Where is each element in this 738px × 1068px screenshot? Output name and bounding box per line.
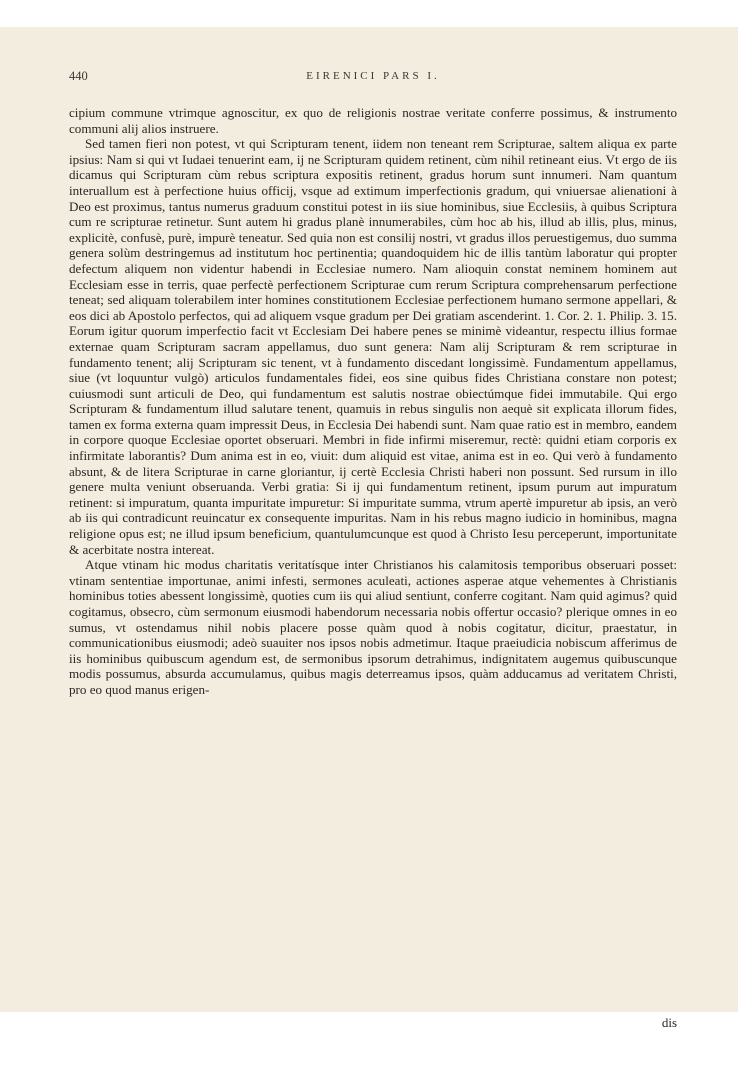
page-number: 440 bbox=[69, 69, 88, 83]
paragraph: Sed tamen fieri non potest, vt qui Scripturam tenent, iidem non teneant rem Scripturae, saltem aliqua ex parte ipsius: Nam si qui vt Iudaei tenuerint eam, ij ne Scripturam quidem retinent, cùm nihil retineant eius. Vt ergo de iis dicamus qui Scripturam cùm rebus scriptura expositis retinent, gradus horum sunt innumeri. Nam quantum interuallum est à perfectione huius officij, vsque ad extimum imperfectionis gradum, qui vniuersae alienationi à Deo est proximus, tantus numerus graduum constitui potest in iis siue hominibus, siue Ecclesiis, à quibus Scriptura cum re scripturae retinetur. Sunt autem hi gradus planè innumerabiles, cùm hoc ab his, illud ab illis, plus, minus, explicitè, confusè, purè, impurè teneatur. Sed quia non est consilij nostri, vt gradus illos peruestigemus, duo summa genera solùm destringemus ad institutum hoc pertinentia; quandoquidem hic de illis tantùm laboratur qui propter defectum aliquem non videntur habendi in Ecclesiae numero. Nam alioquin constat neminem hominem aut Ecclesiam esse in terris, quae perfectè perfectionem Scripturae cum rerum Scriptura comprehensarum perfectione teneat; sed aliquam tolerabilem inter homines constitutionem Ecclesiae perfectionem humano sermone appellari, & eos dici ab Apostolo perfectos, qui ad aliquem vsque gradum per Dei gratiam ascenderint. 1. Cor. 2. 1. Philip. 3. 15. Eorum igitur quorum imperfectio facit vt Ecclesiam Dei habere penes se minimè videantur, respectu illius formae externae quam Scripturam sacram appellamus, duo sunt genera: Nam alij Scripturam & rem scripturae in fundamento tenent; alij Scripturam sic tenent, vt à fundamento discedant longissimè. Fundamentum appellamus, siue (vt loquuntur vulgò) articulos fundamentales fidei, eos sine quibus fides Christiana constare non potest; cuiusmodi sunt articuli de Deo, qui fundamentum est salutis nostrae obiectúmque fidei immutabile. Qui ergo Scripturam & fundamentum illud salutare tenent, quamuis in rebus singulis non aequè sit explicata illorum fides, tamen ex forma externa quam impressit Deus, in Ecclesia Dei habendi sunt. Nam quae ratio est in membro, eandem in corpore quoque Ecclesiae oportet obseruari. Membri in fide infirmi miseremur, rectè: quidni etiam corporis ex infirmitate laborantis? Dum anima est in eo, viuit: dum aliquid est vitae, anima est in eo. Qui verò à fundamento absunt, & de litera Scripturae in carne gloriantur, ij certè Ecclesia Christi haberi non possunt. Sed rursum in illo genere multa veniunt obseruanda. Verbi gratia: Si ij qui fundamentum retinent, ipsum purum aut impuratum retinent: si impuratum, quanta impuritate impuretur: Si impuritate summa, vtrum apertè impuretur ab ipsis, an verò ab iis qui contradicunt reuincatur ex consequente impuritas. Nam in his rebus magno iudicio in hominibus, magna religione opus est; ne illud ipsum beneficium, quantulumcunque est quod à Christo Iesu perceperunt, importunitate & acerbitate nostra intereat. bbox=[69, 136, 677, 557]
running-head: EIRENICI PARS I. bbox=[306, 70, 440, 82]
book-page bbox=[0, 27, 738, 1030]
paragraph-continued: cipium commune vtrimque agnoscitur, ex quo de religionis nostrae veritate conferre possimus, & instrumento communi alij alios instruere. bbox=[69, 105, 677, 136]
paragraph: Atque vtinam hic modus charitatis veritatísque inter Christianos his calamitosis temporibus obseruari posset: vtinam sententiae importunae, animi infesti, sermones aculeati, actiones asperae atque vehementes à Christianis hominibus toties abessent longissimè, quoties cum iis qui aliud sentiunt, conferre cogitant. Nam quid agimus? quid cogitamus, obsecro, cùm sermonum eiusmodi habendorum necessaria nobis offertur occasio? plerique omnes in eo sumus, vt ostendamus nihil nobis placere posse quàm quod à nobis cogitatur, dicitur, praestatur, in communicationibus eiusmodi; adeò suauiter nos ipsos nobis admetimur. Itaque praeiudicia nobiscum afferimus de iis hominibus quibuscum agendum est, de sermonibus ipsorum detrahimus, indignitatem augemus quibuscunque modis possumus, absurda accumulamus, quibus magis deterreamus ipsos, quàm adducamus ad veritatem Christi, pro eo quod manus erigen- bbox=[69, 557, 677, 697]
page-header bbox=[69, 69, 677, 89]
catchword: dis bbox=[661, 1015, 677, 1030]
body-text bbox=[69, 105, 677, 698]
